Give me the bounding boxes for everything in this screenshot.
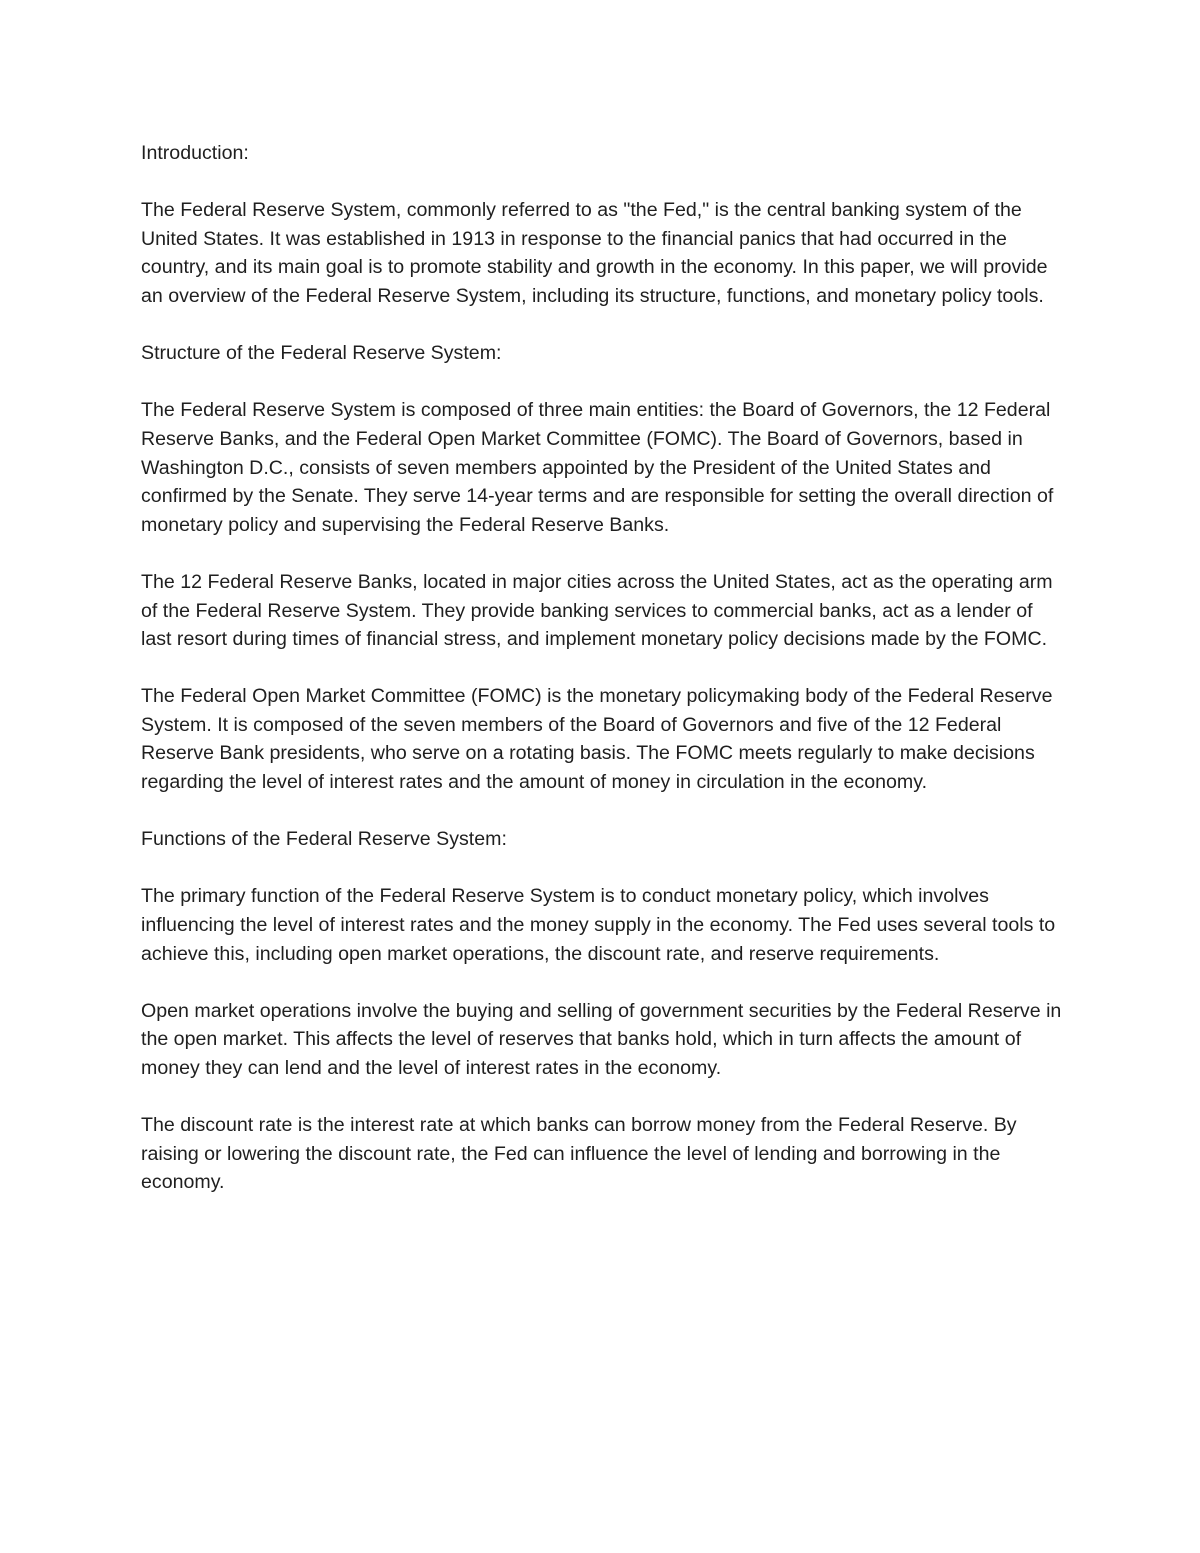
paragraph-structure-banks: The 12 Federal Reserve Banks, located in major cities across the United States, act as the operating arm of the Federal Reserve System. They provide banking services to commercial banks, act as a lender of last resort during times of financial stress, and implement monetary policy decisions made by the FOMC. [141,570,1053,651]
document-body [141,139,1066,1197]
paragraph-structure-fomc: The Federal Open Market Committee (FOMC) is the monetary policymaking body of the Federal Reserve System. It is composed of the seven members of the Board of Governors and five of the 12 Federal Reserve Bank presidents, who serve on a rotating basis. The FOMC meets regularly to make decisions regarding the level of interest rates and the amount of money in circulation in the economy. [141,685,1053,794]
paragraph-functions-open-market: Open market operations involve the buying and selling of government securities by the Federal Reserve in the open market. This affects the level of reserves that banks hold, which in turn affects the amount of money they can lend and the level of interest rates in the economy. [141,999,1062,1079]
section-heading-introduction: Introduction: [141,142,249,164]
paragraph-functions-discount-rate: The discount rate is the interest rate at which banks can borrow money from the Federal Reserve. By raising or lowering the discount rate, the Fed can influence the level of lending and borrowing in the economy. [141,1114,1017,1194]
paragraph-introduction: The Federal Reserve System, commonly referred to as "the Fed," is the central banking system of the United States. It was established in 1913 in response to the financial panics that had occurred in the country, and its main goal is to promote stability and growth in the economy. In this paper, we will provide an overview of the Federal Reserve System, including its structure, functions, and monetary policy tools. [141,199,1048,307]
section-heading-structure: Structure of the Federal Reserve System: [141,342,502,365]
paragraph-functions-primary: The primary function of the Federal Reserve System is to conduct monetary policy, which involves influencing the level of interest rates and the money supply in the economy. The Fed uses several tools to achieve this, including open market operations, the discount rate, and reserve requirements. [141,885,1056,965]
section-heading-functions: Functions of the Federal Reserve System: [141,828,507,851]
paragraph-structure-board: The Federal Reserve System is composed of three main entities: the Board of Governors, the 12 Federal Reserve Banks, and the Federal Open Market Committee (FOMC). The Board of Governors, based in Washington D.C., consists of seven members appointed by the President of the United States and confirmed by the Senate. They serve 14-year terms and are responsible for setting the overall direction of monetary policy and supervising the Federal Reserve Banks. [141,399,1054,536]
